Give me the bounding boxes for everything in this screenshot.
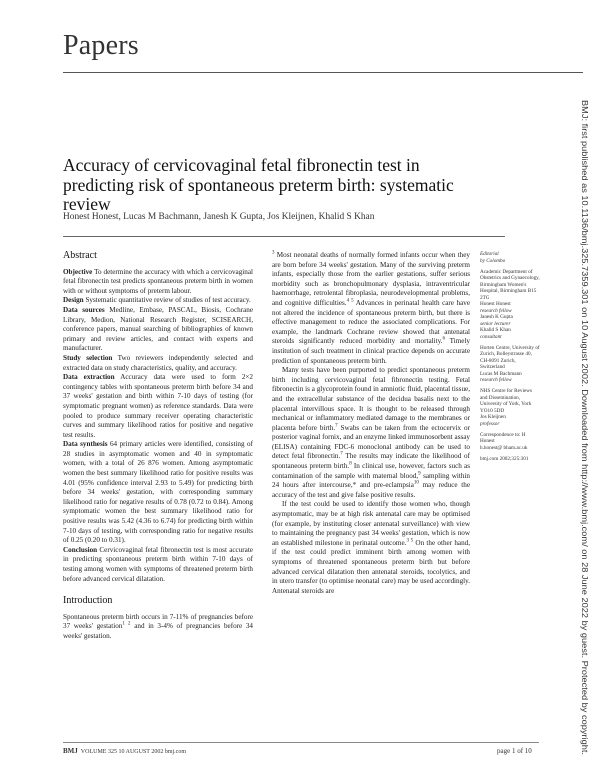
conclusion-label: Conclusion xyxy=(63,545,98,554)
intro-text: sampling within 24 hours after intercourse,* and pre-eclampsia xyxy=(272,471,470,490)
footer-journal-info xyxy=(63,747,186,755)
citation-ref: 7 xyxy=(335,423,338,429)
citation-ref: 8 xyxy=(349,461,352,467)
top-divider xyxy=(63,72,583,73)
affiliation-3: NHS Centre for Reviews and Dissemination, University of York, York YO10 5DD xyxy=(480,388,533,414)
citation-ref: 3 xyxy=(272,250,275,256)
title-divider xyxy=(63,236,505,237)
affiliation-1: Academic Department of Obstetrics and Gynaecology, Birmingham Women's Hospital, Birmingham B15 2TG xyxy=(480,268,540,301)
editorial-note-by: by Colombo xyxy=(480,257,506,264)
affiliations-sidebar xyxy=(480,251,540,462)
objective-label: Objective xyxy=(63,267,93,276)
abstract-selection xyxy=(63,354,253,373)
citation-ref: 4 5 xyxy=(346,298,354,304)
watermark-text: BMJ: first published as 10.1136/bmj.325.7359.301 on 10 August 2002. Downloaded from http://www.bmj.com/ on 28 June 2022 by guest. Protected by copyright. xyxy=(580,100,590,710)
intro-text: The results may indicate the likelihood of spontaneous preterm birth. xyxy=(272,452,470,471)
citation-ref: 6 xyxy=(442,336,445,342)
author-name: Honest Honest xyxy=(480,301,511,307)
sources-label: Data sources xyxy=(63,305,105,314)
citation-ref: 1 2 xyxy=(122,622,131,627)
intro-text: In clinical use, however, factors such as contamination of the sample with maternal blood, xyxy=(272,462,470,480)
intro-text: Swabs can be taken from the ectocervix or posterior vaginal fornix, and an enzyme linked immunosorbent assay (ELISA) containing FDC-6 monoclonal antibody can be used to detect fetal fibronectin. xyxy=(272,423,470,461)
intro-text: Many tests have been purported to predict spontaneous preterm birth including cervicovaginal fetal fibronectin testing. Fetal fibronectin is a glycoprotein found in amniotic fluid, placental tissue, and the extracellular substance of the decidua basalis next to the placental intervillous space. It is thought to be released through mechanical or inflammatory mediated damage to the membranes or placenta before birth. xyxy=(272,366,470,432)
abstract-sources xyxy=(63,306,253,354)
design-label: Design xyxy=(63,296,84,305)
intro-paragraph-2 xyxy=(272,366,470,500)
design-text: Systematic quantitative review of studies of test accuracy. xyxy=(85,296,251,305)
extraction-label: Data extraction xyxy=(63,373,115,382)
abstract-design xyxy=(63,296,253,306)
citation-info: bmj.com 2002;325:301 xyxy=(480,455,529,462)
footer-divider xyxy=(63,742,539,743)
intro-paragraph-3 xyxy=(272,500,470,596)
abstract-conclusion xyxy=(63,546,253,584)
abstract-objective xyxy=(63,268,253,297)
affiliation-2: Horten Centre, University of Zurich, Bolleystrasse 40, CH-8091 Zurich, Switzerland xyxy=(480,344,540,370)
article-title: Accuracy of cervicovaginal fetal fibronectin test in predicting risk of spontaneous preterm birth: systematic review xyxy=(63,155,454,214)
journal-logo: BMJ xyxy=(63,747,78,755)
author-name: Khalid S Khan xyxy=(480,327,511,333)
correspondence: Correspondence to: H Honest xyxy=(480,431,526,444)
selection-label: Study selection xyxy=(63,353,113,362)
intro-paragraph-1-start xyxy=(63,613,253,642)
author-role: research fellow xyxy=(480,307,512,314)
abstract-extraction xyxy=(63,373,253,440)
selection-text: Two reviewers independently selected and extracted data on study characteristics, quality, and accuracy. xyxy=(63,353,253,372)
issue-info: VOLUME 325 10 AUGUST 2002 bmj.com xyxy=(80,749,187,755)
author-list: Honest Honest, Lucas M Bachmann, Janesh K Gupta, Jos Kleijnen, Khalid S Khan xyxy=(63,212,375,222)
author-role: consultant xyxy=(480,333,502,340)
editorial-note: Editorial xyxy=(480,251,499,257)
conclusion-text: Cervicovaginal fetal fibronectin test is most accurate in predicting spontaneous preterm birth within 7-10 days of testing among women with symptoms of threatened preterm birth before advanced cervical dilatation. xyxy=(63,545,253,583)
author-role: professor xyxy=(480,420,500,427)
section-label: Papers xyxy=(63,30,139,61)
intro-text: and in 3-4% of pregnancies before 34 weeks' gestation. xyxy=(63,622,253,640)
intro-text: If the test could be used to identify those women who, though asymptomatic, may be at high risk antenatal care may be optimised (for example, by instituting closer antenatal surveillance) with view to maintaining the pregnancy past 34 weeks' gestation, which is now an established milestone in perinatal outcome. xyxy=(272,500,470,547)
intro-text: Timely institution of such treatment in clinical practice depends on accurate prediction of spontaneous preterm birth. xyxy=(272,337,471,365)
intro-text: On the other hand, if the test could predict imminent birth among women with symptoms of threatened spontaneous preterm birth but before advanced cervical dilatation then antenatal steroids, tocolytics, and in utero transfer (to optimise neonatal care) may be used accordingly. Antenatal steroids are xyxy=(272,538,471,595)
author-name: Lucas M Bachmann xyxy=(480,370,522,377)
citation-ref: 7 xyxy=(340,452,343,458)
objective-text: To determine the accuracy with which a cervicovaginal fetal fibronectin test predicts spontaneous preterm birth in women with or without symptoms of preterm labour. xyxy=(63,267,253,295)
abstract-synthesis xyxy=(63,440,253,546)
copyright-watermark xyxy=(574,100,596,760)
abstract-column xyxy=(63,251,253,642)
citation-ref: 10 xyxy=(413,480,419,486)
introduction-heading: Introduction xyxy=(63,595,113,607)
synthesis-text: 64 primary articles were identified, consisting of 28 studies in asymptomatic women and 40 in symptomatic women, with a total of 26 876 women. Among asymptomatic women the best summary likelihood ratio for positive results was 4.01 (95% confidence interval 2.93 to 5.49) for predicting birth before 34 weeks' gestation, with corresponding summary likelihood ratio for negative results of 0.78 (0.72 to 0.84). Among symptomatic women the best summary likelihood ratio for positive results was 5.42 (4.36 to 6.74) for predicting birth within 7-10 days of testing, with corresponding ratio for negative results of 0.25 (0.20 to 0.31). xyxy=(63,440,253,545)
intro-text: Advances in perinatal health care have not altered the incidence of spontaneous preterm birth, but there is effective management to reduce the associated complications. For example, the landmark Cochrane review showed that antenatal steroids significantly reduced morbidity and mortality. xyxy=(272,298,470,346)
abstract-heading: Abstract xyxy=(63,250,97,261)
sources-text: Medline, Embase, PASCAL, Biosis, Cochrane Library, Medion, National Research Register, SCISEARCH, conference papers, manual searching of bibliographies of known primary and review articles, and contact with experts and manufacturer. xyxy=(63,305,253,353)
intro-paragraph-1-cont xyxy=(272,251,470,366)
introduction-column xyxy=(272,251,470,596)
intro-text: Most neonatal deaths of normally formed infants occur when they are born before 34 weeks' gestation. Many of the surviving preterm infants, especially those from the earlier gestations, suffer serious morbidity such as bronchopulmonary dysplasia, intraventricular haemorrhage, retrolental fibroplasia, neurodevelopmental problems, and cognitive difficulties. xyxy=(272,251,470,307)
synthesis-label: Data synthesis xyxy=(63,440,108,449)
author-role: research fellow xyxy=(480,377,512,383)
intro-text: may reduce the accuracy of the test and give false positive results. xyxy=(272,481,470,499)
page-number: page 1 of 10 xyxy=(497,747,532,755)
citation-ref: 9 xyxy=(418,471,421,477)
author-role: senior lecturer xyxy=(480,320,511,327)
citation-ref: 3 5 xyxy=(406,538,414,544)
author-name: Janesh K Gupta xyxy=(480,314,513,320)
intro-text: Spontaneous preterm birth occurs in 7-11% of pregnancies before 37 weeks' gestation xyxy=(63,612,253,631)
correspondence-email[interactable]: h.honest@ bham.ac.uk xyxy=(480,444,528,451)
author-name: Jos Kleijnen xyxy=(480,414,506,420)
extraction-text: Accuracy data were used to form 2×2 contingency tables with spontaneous preterm birth before 34 and 37 weeks' gestation and birth within 7-10 days of testing (for symptomatic pregnant women) as reference standards. Data were pooled to produce summary receiver operating characteristic curves and summary likelihood ratios for positive and negative test results. xyxy=(63,373,253,439)
